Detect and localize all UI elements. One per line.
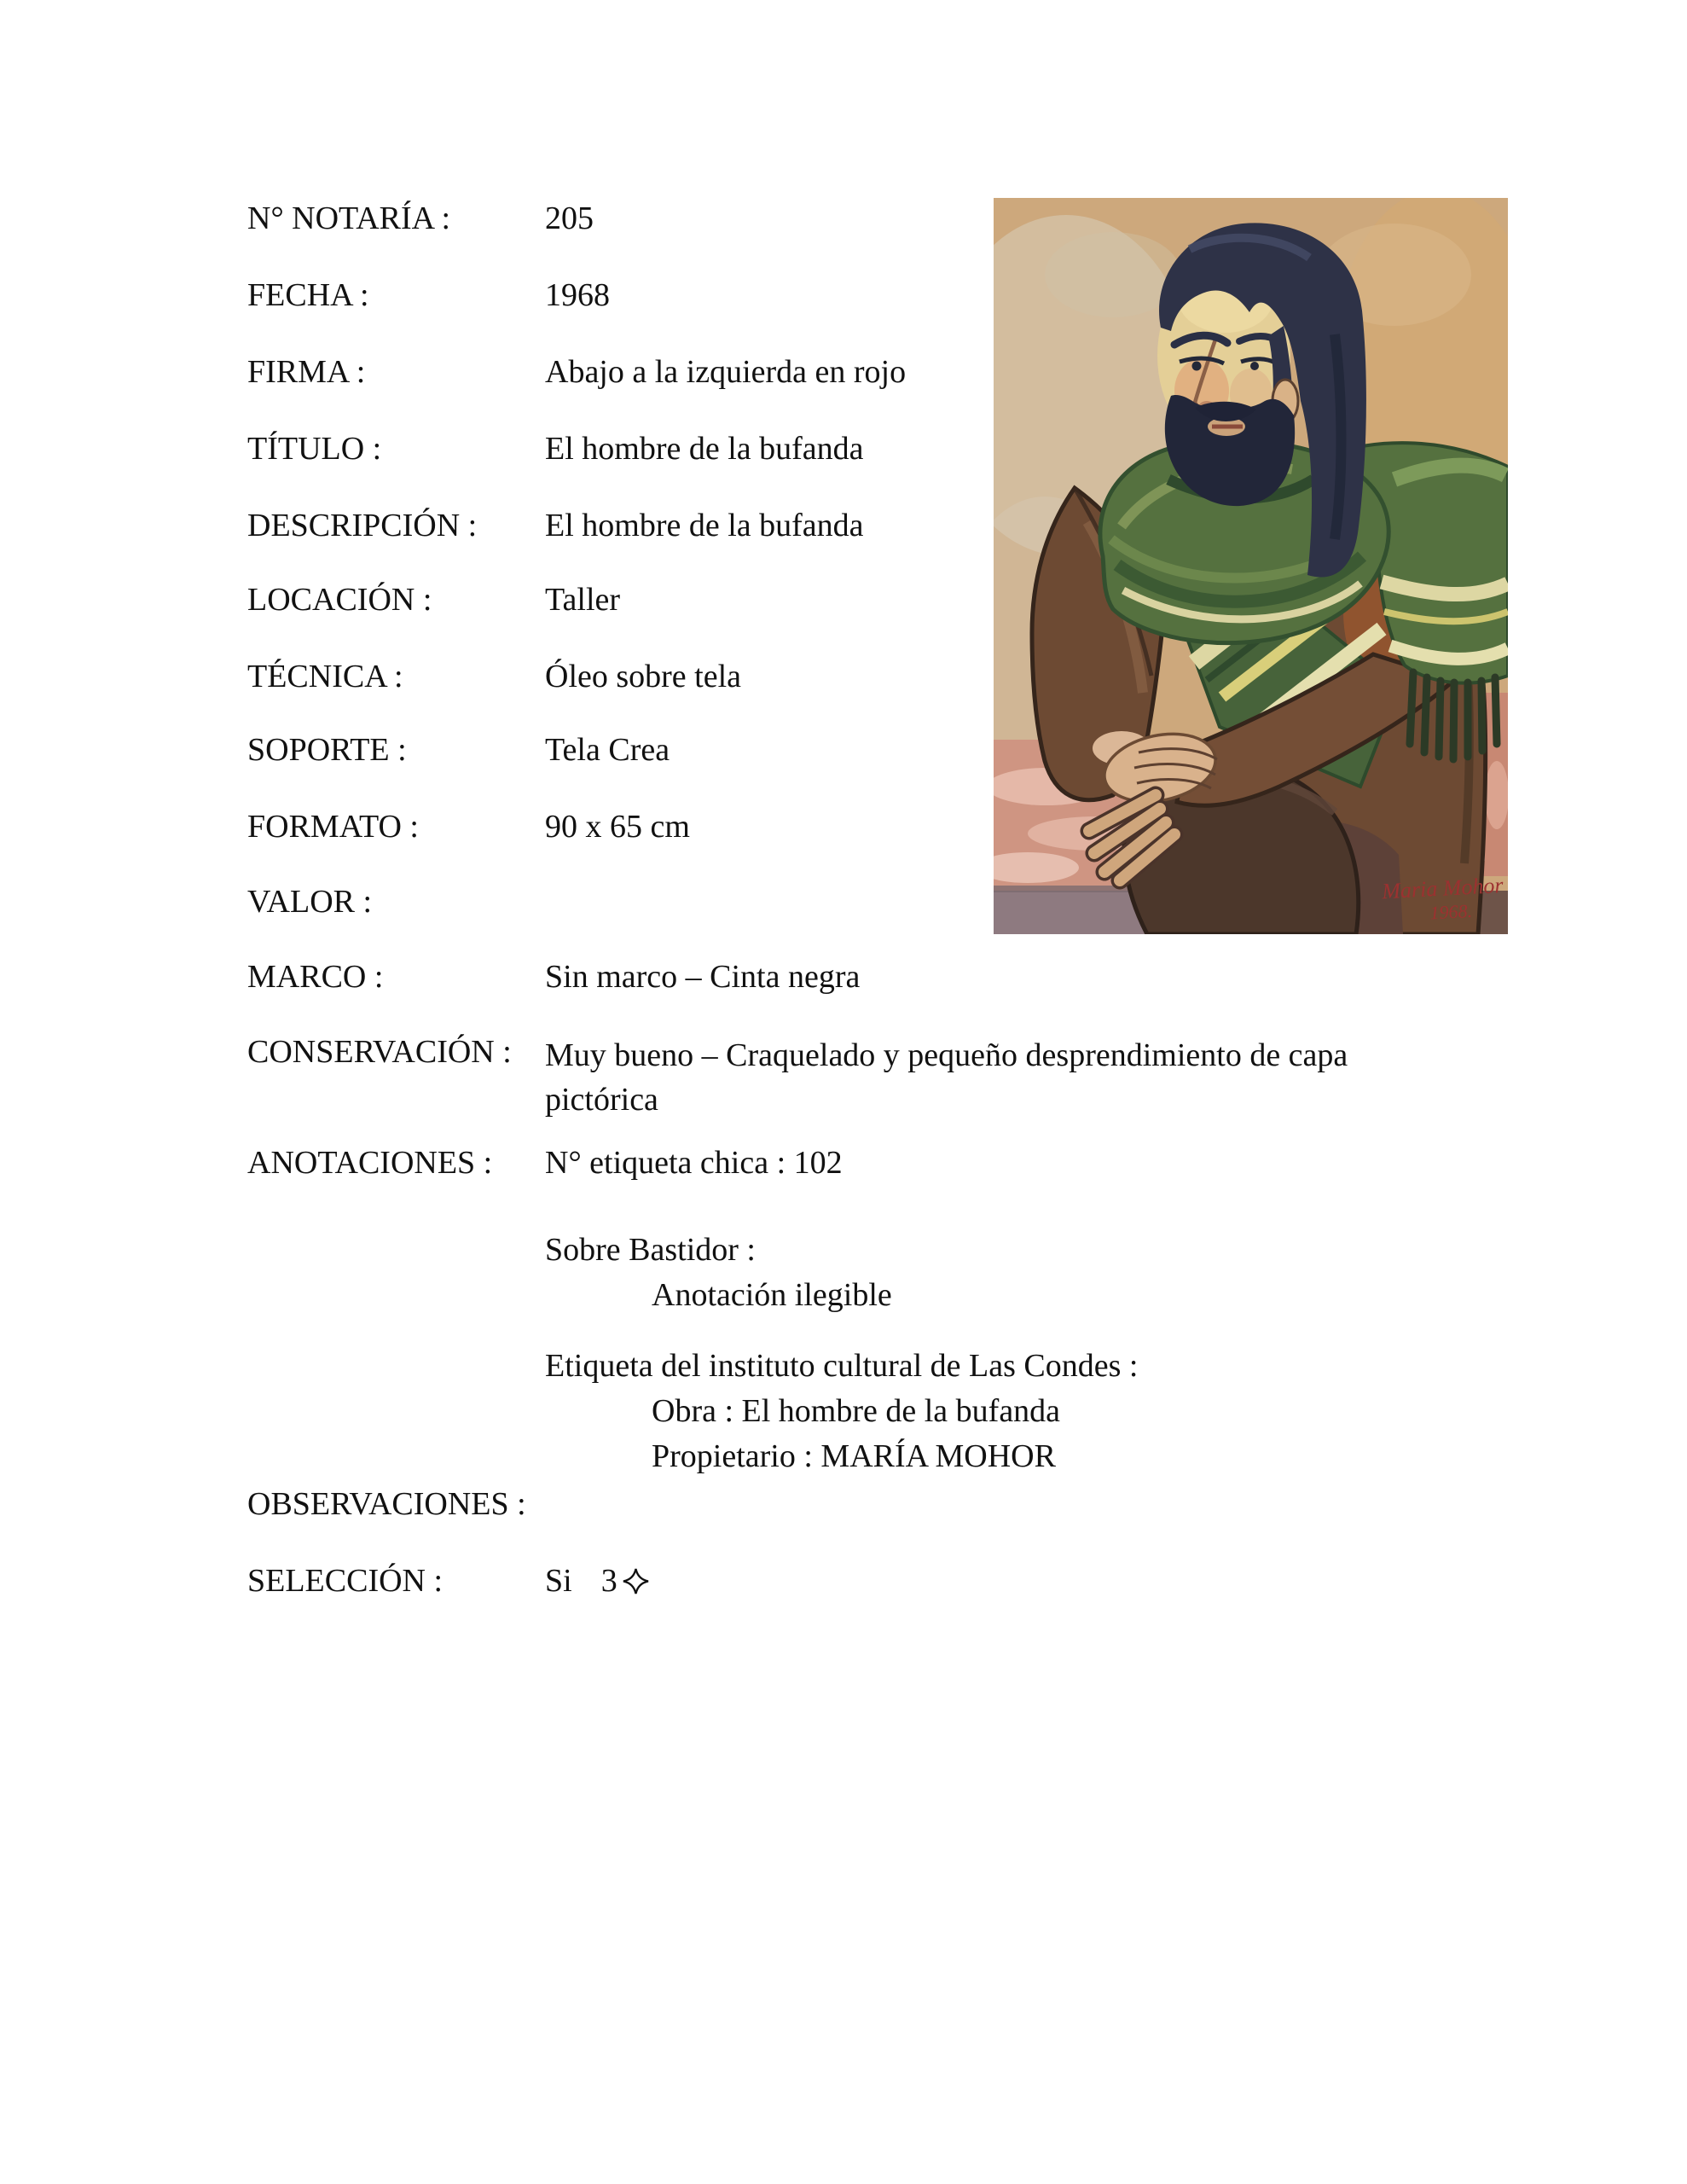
field-label: CONSERVACIÓN : [247,1034,512,1070]
field-row-notaria [247,200,594,237]
painting-man-with-scarf [994,198,1508,934]
field-label: FECHA : [247,277,369,313]
seleccion-value [545,1562,649,1600]
field-row-seleccion [247,1562,649,1600]
field-label: LOCACIÓN : [247,582,432,618]
field-row-firma [247,353,906,391]
field-row-tecnica [247,658,741,695]
field-row-anotaciones [247,1144,843,1182]
field-value: Tela Crea [545,732,670,768]
field-row-observaciones [247,1485,545,1523]
field-row-formato [247,808,690,845]
field-label: OBSERVACIONES : [247,1486,526,1522]
field-value: El hombre de la bufanda [545,508,864,543]
field-value: El hombre de la bufanda [545,431,864,467]
field-label: N° NOTARÍA : [247,200,451,236]
artwork-photo [994,198,1508,934]
field-label: FORMATO : [247,809,419,845]
seleccion-number: 3 [600,1563,617,1599]
anotaciones-line-5: Obra : El hombre de la bufanda [652,1393,1061,1429]
field-value: Óleo sobre tela [545,659,742,694]
field-value: Taller [545,582,621,618]
signature-name: Maria Mohor [1381,872,1504,904]
four-pointed-star-icon [623,1568,649,1594]
field-value: 90 x 65 cm [545,809,690,845]
scarf-fringe [1410,672,1497,759]
field-label: VALOR : [247,884,373,920]
field-row-titulo [247,430,864,468]
field-label: MARCO : [247,959,384,995]
field-label: SOPORTE : [247,732,407,768]
field-value: 205 [545,200,594,236]
signature-year: 1968. [1429,899,1473,924]
anotaciones-line-2: Sobre Bastidor : [545,1232,756,1268]
anotaciones-line-6: Propietario : MARÍA MOHOR [652,1438,1056,1474]
anotaciones-line-4: Etiqueta del instituto cultural de Las Condes : [545,1348,1139,1384]
field-row-valor [247,883,545,921]
field-label: TÍTULO : [247,431,382,467]
field-value: Muy bueno – Craquelado y pequeño desprendimiento de capa pictórica [545,1037,1348,1118]
field-row-fecha [247,276,610,314]
field-row-conservacion [247,1033,1385,1122]
field-value: 1968 [545,277,610,313]
field-label: ANOTACIONES : [247,1145,493,1181]
field-label: FIRMA : [247,354,366,390]
field-row-soporte [247,731,670,769]
field-value: Abajo a la izquierda en rojo [545,354,907,390]
field-label: TÉCNICA : [247,659,403,694]
seleccion-si: Si [545,1563,572,1599]
field-row-marco [247,958,860,996]
field-label: DESCRIPCIÓN : [247,508,478,543]
field-label: SELECCIÓN : [247,1563,443,1599]
field-row-locacion [247,581,620,619]
field-row-descripcion [247,507,864,544]
anotaciones-line-3: Anotación ilegible [652,1277,892,1313]
field-value: Sin marco – Cinta negra [545,959,861,995]
anotaciones-line-1: N° etiqueta chica : 102 [545,1145,843,1181]
